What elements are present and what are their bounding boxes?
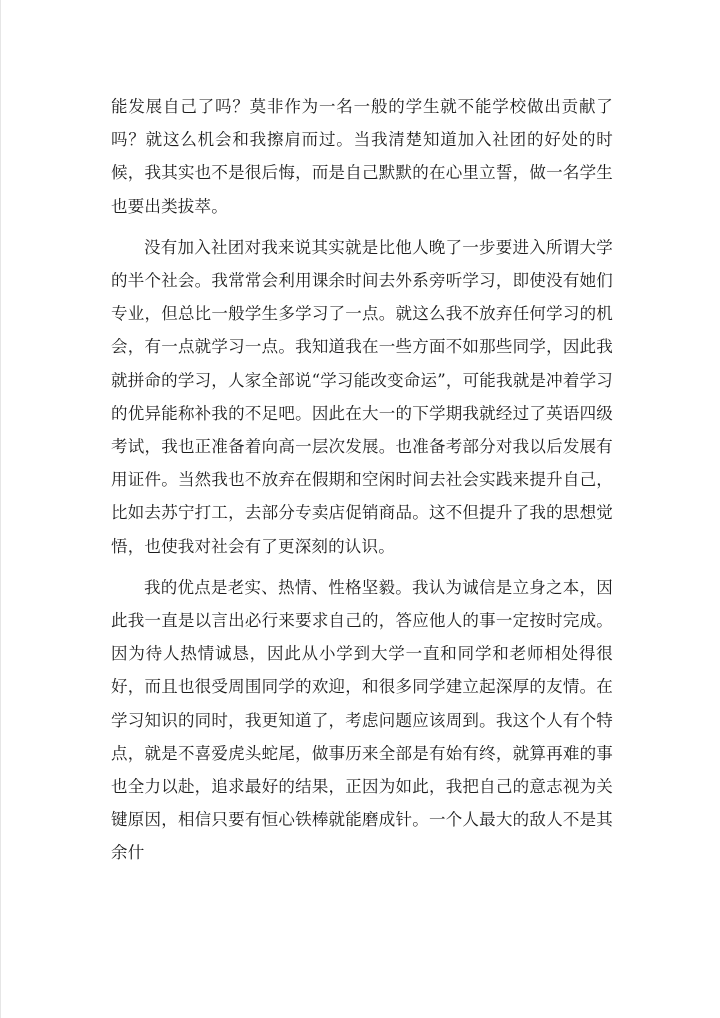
paragraph-2: 没有加入社团对我来说其实就是比他人晚了一步要进入所谓大学的半个社会。我常常会利用课余时间去外系旁听学习，即使没有她们专业，但总比一般学生多学习了一点。就这么我不放弃任何学习的机会，有一点就学习一点。我知道我在一些方面不如那些同学，因此我就拼命的学习，人家全部说“学习能改变命运”，可能我就是冲着学习的优异能称补我的不足吧。因此在大一的下学期我就经过了英语四级考试，我也正准备着向高一层次发展。也准备考部分对我以后发展有用证件。当然我也不放弃在假期和空闲时间去社会实践来提升自己，比如去苏宁打工，去部分专卖店促销商品。这不但提升了我的思想觉悟，也使我对社会有了更深刻的认识。 [111, 237, 613, 556]
paragraph-1: 能发展自己了吗？莫非作为一名一般的学生就不能学校做出贡献了吗？就这么机会和我擦肩而过。当我清楚知道加入社团的好处的时候，我其实也不是很后悔，而是自己默默的在心里立誓，做一名学生也要出类拔萃。 [111, 97, 613, 216]
body-text [111, 90, 613, 878]
paragraph-3: 我的优点是老实、热情、性格坚毅。我认为诚信是立身之本，因此我一直是以言出必行来要求自己的，答应他人的事一定按时完成。因为待人热情诚恳，因此从小学到大学一直和同学和老师相处得很好，而且也很受周围同学的欢迎，和很多同学建立起深厚的友情。在学习知识的同时，我更知道了，考虑问题应该周到。我这个人有个特点，就是不喜爱虎头蛇尾，做事历来全部是有始有终，就算再难的事也全力以赴，追求最好的结果，正因为如此，我把自己的意志视为关键原因，相信只要有恒心铁棒就能磨成针。一个人最大的敌人不是其余什 [111, 577, 613, 863]
